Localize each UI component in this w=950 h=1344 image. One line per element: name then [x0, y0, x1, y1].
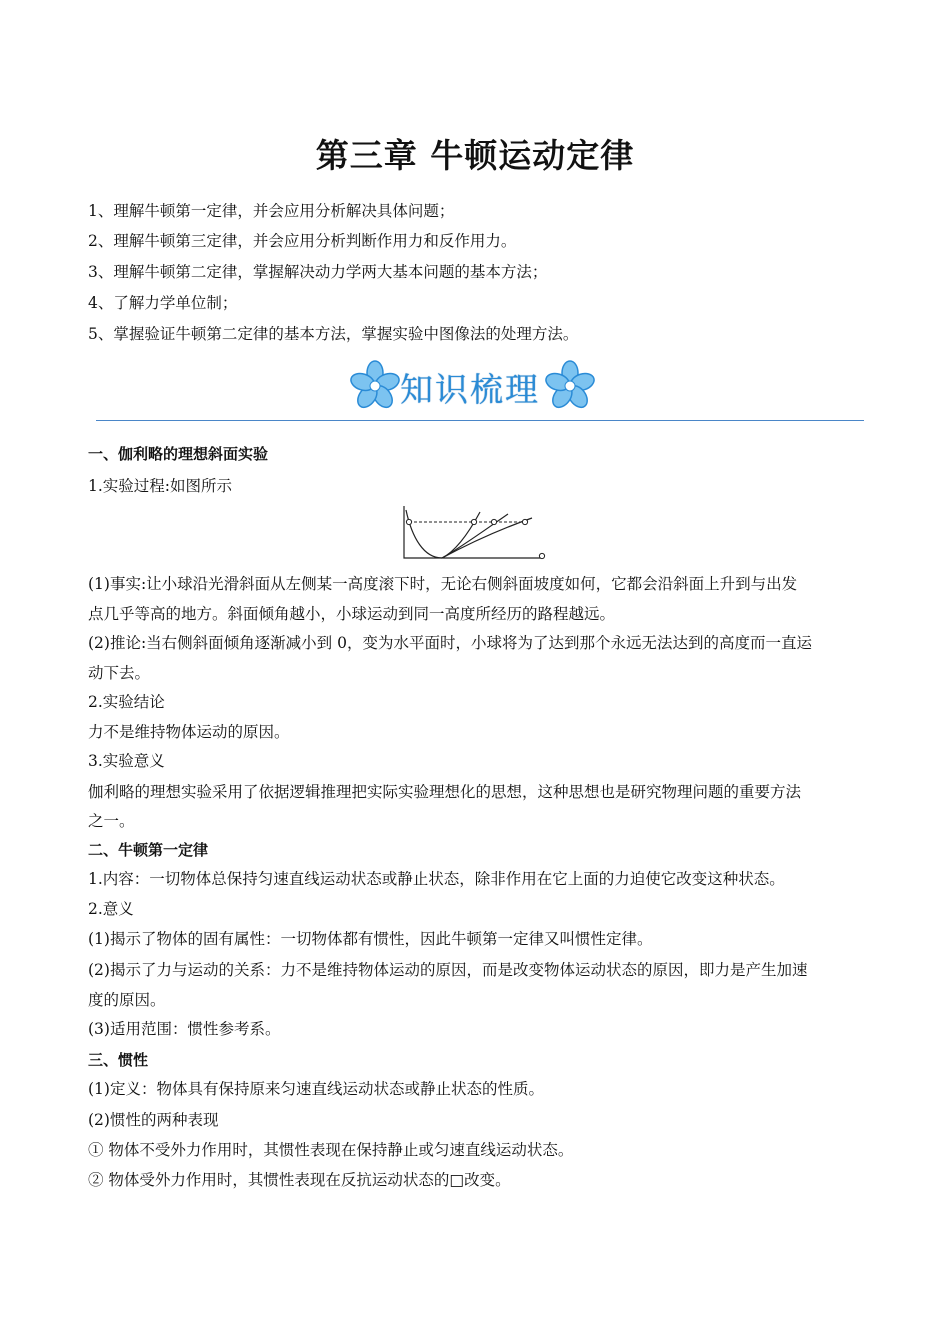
section-1-heading: 一、伽利略的理想斜面实验	[88, 445, 269, 463]
conclusion-text: 力不是维持物体运动的原因。	[88, 723, 290, 741]
meaning-label: 3.实验意义	[88, 752, 165, 770]
chapter-title: 第三章 牛顿运动定律	[315, 136, 635, 175]
newton-meaning-3: (3)适用范围：惯性参考系。	[88, 1020, 281, 1038]
banner-title: 知识梳理	[400, 370, 540, 409]
objective-2: 2、理解牛顿第三定律，并会应用分析判断作用力和反作用力。	[88, 232, 517, 250]
objective-4: 4、了解力学单位制；	[88, 294, 238, 312]
section-2-heading: 二、牛顿第一定律	[88, 841, 209, 859]
newton-meaning-2-line-2: 度的原因。	[88, 991, 166, 1009]
incline-experiment-figure	[398, 502, 550, 564]
inference-line-1: (2)推论:当右侧斜面倾角逐渐减小到 0，变为水平面时，小球将为了达到那个永远无法达到的高度而一直运	[88, 634, 812, 652]
inertia-two-forms: (2)惯性的两种表现	[88, 1111, 219, 1129]
inertia-definition: (1)定义：物体具有保持原来匀速直线运动状态或静止状态的性质。	[88, 1080, 544, 1098]
inference-line-2: 动下去。	[88, 664, 151, 682]
fact-line-2: 点几乎等高的地方。斜面倾角越小，小球运动到同一高度所经历的路程越远。	[88, 605, 616, 623]
newton-law-content: 1.内容：一切物体总保持匀速直线运动状态或静止状态，除非作用在它上面的力迫使它改变这种状态。	[88, 870, 785, 888]
newton-meaning-label: 2.意义	[88, 900, 134, 918]
objective-5: 5、掌握验证牛顿第二定律的基本方法，掌握实验中图像法的处理方法。	[88, 325, 579, 343]
newton-meaning-2-line-1: (2)揭示了力与运动的关系：力不是维持物体运动的原因，而是改变物体运动状态的原因，即力是产生加速	[88, 961, 808, 979]
divider-line	[96, 420, 864, 421]
process-label: 1.实验过程:如图所示	[88, 477, 233, 495]
objective-1: 1、理解牛顿第一定律，并会应用分析解决具体问题；	[88, 202, 455, 220]
meaning-line-2: 之一。	[88, 812, 135, 830]
fact-line-1: (1)事实:让小球沿光滑斜面从左侧某一高度滚下时，无论右侧斜面坡度如何，它都会沿斜面上升到与出发	[88, 575, 798, 593]
objective-3: 3、理解牛顿第二定律，掌握解决动力学两大基本问题的基本方法；	[88, 263, 548, 281]
newton-meaning-1: (1)揭示了物体的固有属性：一切物体都有惯性，因此牛顿第一定律又叫惯性定律。	[88, 930, 653, 948]
sakura-flower-icon	[349, 361, 401, 411]
inertia-form-1: ① 物体不受外力作用时，其惯性表现在保持静止或匀速直线运动状态。	[88, 1141, 574, 1159]
conclusion-label: 2.实验结论	[88, 693, 165, 711]
inertia-form-2: ② 物体受外力作用时，其惯性表现在反抗运动状态的□改变。	[88, 1171, 511, 1189]
meaning-line-1: 伽利略的理想实验采用了依据逻辑推理把实际实验理想化的思想，这种思想也是研究物理问题的重要方法	[88, 783, 802, 801]
section-3-heading: 三、惯性	[88, 1051, 149, 1069]
sakura-flower-icon	[544, 361, 596, 411]
